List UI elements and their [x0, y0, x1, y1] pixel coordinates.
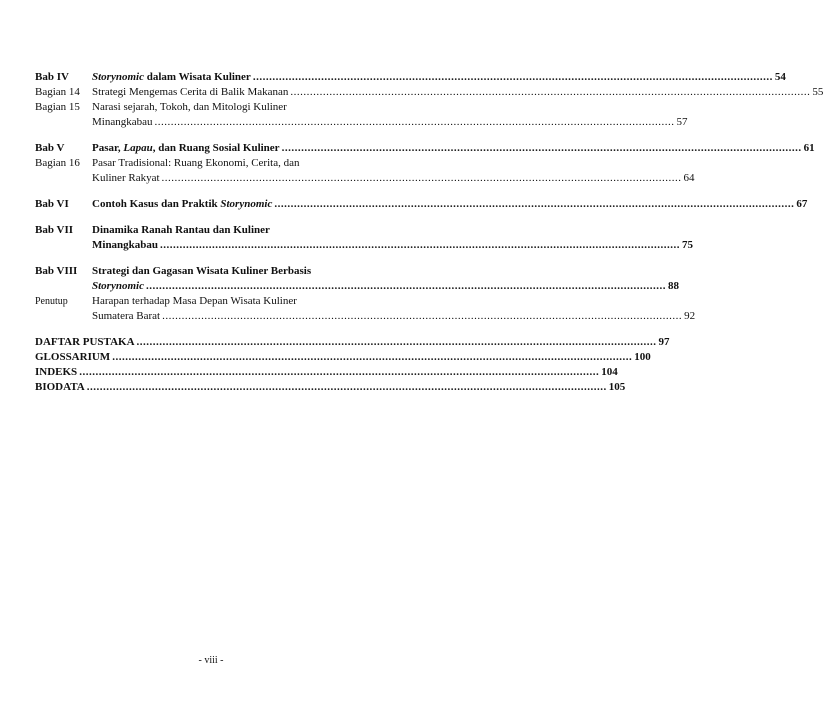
toc-title-part: Minangkabau [92, 116, 153, 128]
toc-entry [35, 294, 696, 324]
toc-title-part: Strategi Mengemas Cerita di Balik Makanan [92, 86, 289, 98]
toc-line [35, 335, 670, 350]
toc-title [92, 309, 160, 324]
toc-title-part: BIODATA [35, 381, 85, 393]
toc-title [35, 350, 110, 365]
toc-entry [35, 223, 694, 253]
toc-title-part: Harapan terhadap Masa Depan Wisata Kuliner [92, 295, 297, 307]
dot-leader [162, 171, 682, 186]
toc-title [92, 171, 160, 186]
toc-title [92, 70, 251, 85]
toc-entry-text [92, 156, 695, 186]
toc-page-number: 88 [667, 280, 679, 292]
toc-title-part: Strategi dan Gagasan Wisata Kuliner Berbasis [92, 265, 312, 277]
toc-line [92, 85, 823, 100]
toc-title-part: Storynomic [92, 71, 144, 83]
toc-entry-text [92, 85, 823, 100]
toc-entry [35, 141, 815, 156]
toc-title-part: Pasar Tradisional: Ruang Ekonomi, Cerita, dan [92, 157, 300, 169]
toc-chapter-label: Bab VI [35, 198, 69, 210]
toc-page-number: 105 [608, 381, 626, 393]
toc-page-number: 92 [684, 310, 696, 322]
toc-page-number: 61 [803, 142, 815, 154]
toc-title [92, 85, 288, 100]
toc-title-part: GLOSSARIUM [35, 351, 111, 363]
toc-title-part: Kuliner Rakyat [92, 172, 160, 184]
toc-page-number: 100 [634, 351, 651, 363]
toc-page-number: 64 [683, 172, 695, 184]
toc-page-number: 97 [658, 336, 670, 348]
toc-title [92, 156, 299, 171]
toc-entry-text [92, 223, 693, 253]
toc-title [35, 380, 85, 395]
dot-leader [87, 380, 607, 395]
toc-line [92, 223, 693, 238]
toc-entry [35, 85, 823, 100]
toc-title-part: , dan Ruang Sosial Kuliner [152, 142, 280, 154]
toc-line [92, 115, 687, 130]
toc-page-number: 54 [774, 71, 786, 83]
toc-title [92, 279, 144, 294]
toc-chapter-label: Bagian 16 [35, 157, 80, 169]
toc-line [92, 100, 687, 115]
toc-chapter-label: Bab V [35, 142, 65, 154]
toc-title [92, 223, 270, 238]
dot-leader [253, 70, 773, 85]
toc-chapter-label: Bagian 14 [35, 86, 80, 98]
toc-entry [35, 100, 688, 130]
dot-leader [154, 115, 674, 130]
dot-leader [112, 350, 632, 365]
dot-leader [274, 197, 794, 212]
toc-chapter-label: Penutup [35, 296, 68, 307]
toc-title-part: Storynomic [92, 280, 144, 292]
toc-title [35, 365, 77, 380]
toc-line [92, 171, 695, 186]
toc-line [92, 294, 695, 309]
toc-title-part: Lapau [123, 142, 153, 154]
toc-line [92, 70, 786, 85]
toc-entry [35, 380, 626, 395]
toc-entry-text [35, 380, 625, 395]
toc-title [92, 115, 152, 130]
dot-leader [290, 85, 810, 100]
toc-entry [35, 264, 679, 294]
toc-title-part: DAFTAR PUSTAKA [35, 336, 135, 348]
toc-entry-text [92, 100, 687, 130]
toc-title [92, 238, 158, 253]
toc-entry-text [92, 70, 786, 85]
toc-title-part: Minangkabau [92, 239, 159, 251]
toc-entry-text [92, 141, 815, 156]
toc-line [35, 365, 618, 380]
toc-line [92, 156, 695, 171]
toc-line [35, 380, 625, 395]
dot-leader [137, 335, 657, 350]
toc-title [92, 100, 287, 115]
toc-line [92, 279, 679, 294]
toc-line [92, 238, 693, 253]
toc-entry-text [35, 350, 651, 365]
toc-title-part: Pasar, [92, 142, 124, 154]
toc-entry-text [35, 335, 670, 350]
toc-title-part: Sumatera Barat [92, 310, 161, 322]
toc-title [35, 335, 135, 350]
toc-title-part: Storynomic [220, 198, 273, 210]
toc-entry [35, 197, 808, 212]
dot-leader [162, 309, 682, 324]
toc-entry-text [92, 294, 695, 324]
toc-title [92, 294, 297, 309]
toc-chapter-label: Bab VII [35, 224, 74, 236]
toc-title-part: Narasi sejarah, Tokoh, dan Mitologi Kuliner [92, 101, 287, 113]
toc-entry [35, 156, 695, 186]
toc-title-part: dalam Wisata Kuliner [143, 71, 251, 83]
dot-leader [282, 141, 802, 156]
toc-line [92, 141, 815, 156]
toc-page-number: 104 [601, 366, 618, 378]
toc-line [35, 350, 651, 365]
toc-entry [35, 70, 786, 85]
dot-leader [146, 279, 666, 294]
toc-entry-text [35, 365, 618, 380]
dot-leader [160, 238, 680, 253]
toc-line [92, 264, 679, 279]
toc-entry-text [92, 197, 807, 212]
toc-entry-text [92, 264, 679, 294]
dot-leader [79, 365, 599, 380]
toc-entry [35, 335, 670, 350]
toc-entry [35, 365, 618, 380]
toc-chapter-label: Bab IV [35, 71, 69, 83]
table-of-contents [35, 70, 823, 395]
toc-title-part: INDEKS [35, 366, 78, 378]
toc-page-number: 67 [796, 198, 808, 210]
toc-page-number: 75 [682, 239, 694, 251]
toc-title [92, 197, 272, 212]
toc-page-number: 57 [676, 116, 688, 128]
toc-page-number: 55 [812, 86, 823, 98]
toc-entry [35, 350, 651, 365]
toc-title [92, 141, 280, 156]
toc-line [92, 197, 807, 212]
toc-chapter-label: Bab VIII [35, 265, 78, 277]
toc-line [92, 309, 695, 324]
toc-chapter-label: Bagian 15 [35, 101, 80, 113]
toc-title-part: Contoh Kasus dan Praktik [92, 198, 221, 210]
page-number: - viii - [198, 655, 224, 666]
toc-title-part: Dinamika Ranah Rantau dan Kuliner [92, 224, 270, 236]
toc-title [92, 264, 311, 279]
